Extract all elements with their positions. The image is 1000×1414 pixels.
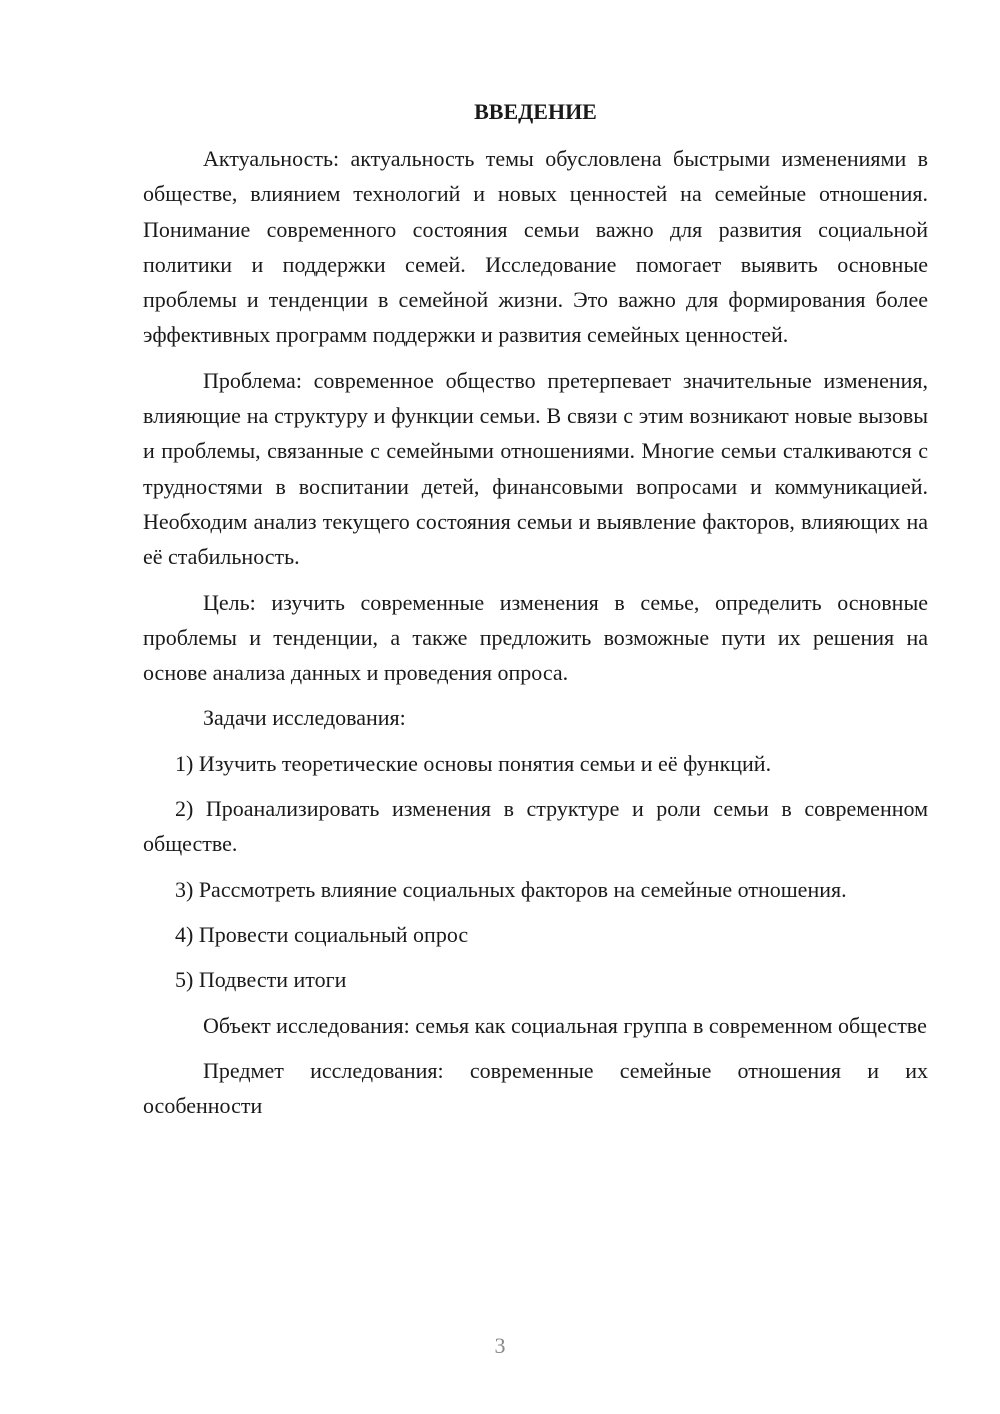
page-number: 3	[494, 1333, 506, 1358]
relevance-paragraph: Актуальность: актуальность темы обусловлена быстрыми изменениями в обществе, влиянием технологий и новых ценностей на семейные отношения. Понимание современного состояния семьи важно для развития социальной политики и поддержки семей. Исследование помогает выявить основные проблемы и тенденции в семейной жизни. Это важно для формирования более эффективных программ поддержки и развития семейных ценностей.	[143, 146, 928, 348]
task-item-2: 2) Проанализировать изменения в структуре и роли семьи в современном обществе.	[143, 796, 928, 857]
document-page	[143, 94, 928, 1133]
task-item-5: 5) Подвести итоги	[175, 967, 347, 993]
tasks-heading: Задачи исследования:	[203, 705, 406, 731]
goal-paragraph: Цель: изучить современные изменения в семье, определить основные проблемы и тенденции, а также предложить возможные пути их решения на основе анализа данных и проведения опроса.	[143, 589, 928, 686]
subject-paragraph: Предмет исследования: современные семейные отношения и их особенности	[143, 1057, 928, 1119]
page-title: ВВЕДЕНИЕ	[474, 99, 597, 124]
task-item-3: 3) Рассмотреть влияние социальных факторов на семейные отношения.	[175, 876, 847, 902]
task-item-4: 4) Провести социальный опрос	[175, 921, 469, 947]
object-paragraph: Объект исследования: семья как социальная группа в современном обществе	[203, 1012, 927, 1038]
problem-paragraph: Проблема: современное общество претерпевает значительные изменения, влияющие на структуру и функции семьи. В связи с этим возникают новые вызовы и проблемы, связанные с семейными отношениями. Многие семьи сталкиваются с трудностями в воспитании детей, финансовыми вопросами и коммуникацией. Необходим анализ текущего состояния семьи и выявление факторов, влияющих на её стабильность.	[143, 367, 928, 570]
task-item-1: 1) Изучить теоретические основы понятия семьи и её функций.	[175, 750, 772, 776]
